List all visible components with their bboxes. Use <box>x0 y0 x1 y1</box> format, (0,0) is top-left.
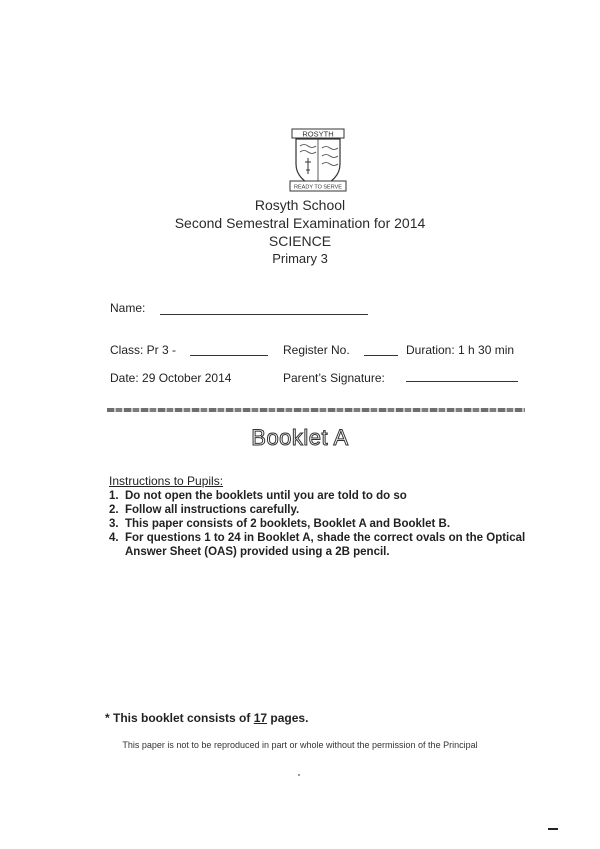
booklet-title: Booklet A <box>251 425 349 450</box>
name-field[interactable] <box>160 314 368 315</box>
pages-note-suffix: pages. <box>267 711 309 725</box>
exam-title: Second Semestral Examination for 2014 <box>174 215 426 231</box>
instruction-item <box>109 503 549 517</box>
crest-text-top: ROSYTH <box>302 129 334 139</box>
school-crest-logo <box>286 128 350 194</box>
instructions-heading: Instructions to Pupils: <box>109 474 224 488</box>
class-field[interactable] <box>190 355 268 356</box>
instruction-number: 3. <box>109 518 119 530</box>
instruction-text: This paper consists of 2 booklets, Booklet A and Booklet B. <box>125 518 451 530</box>
level-title: Primary 3 <box>272 251 328 266</box>
page-dash-mark <box>548 828 558 830</box>
instruction-item <box>109 489 549 503</box>
signature-label: Parent’s Signature: <box>283 371 385 385</box>
instructions-list <box>109 489 549 559</box>
name-label: Name: <box>110 301 146 315</box>
instruction-text: Follow all instructions carefully. <box>125 504 300 516</box>
instruction-text: For questions 1 to 24 in Booklet A, shade the correct ovals on the Optical Answer Sheet (OAS) provided using a 2B pencil. <box>125 532 526 558</box>
class-label: Class: Pr 3 - <box>110 343 177 357</box>
instruction-number: 1. <box>109 490 119 502</box>
scan-dot-mark <box>298 774 300 776</box>
section-divider <box>107 408 525 412</box>
duration-label: Duration: 1 h 30 min <box>406 343 515 357</box>
instruction-item <box>109 517 549 531</box>
pages-note <box>105 711 308 725</box>
pages-note-prefix: * This booklet consists of <box>105 711 254 725</box>
instruction-item <box>109 531 549 559</box>
date-label: Date: 29 October 2014 <box>110 371 232 385</box>
subject-title: SCIENCE <box>268 233 332 249</box>
signature-field[interactable] <box>406 381 518 382</box>
instruction-text: Do not open the booklets until you are told to do so <box>125 490 407 502</box>
crest-text-bottom: READY TO SERVE <box>294 184 342 191</box>
page-count: 17 <box>253 711 268 725</box>
instruction-number: 4. <box>109 532 119 544</box>
instruction-number: 2. <box>109 504 119 516</box>
register-label: Register No. <box>283 343 350 357</box>
register-field[interactable] <box>364 355 398 356</box>
copyright-footer: This paper is not to be reproduced in part or whole without the permission of the Principal <box>122 740 478 750</box>
school-name: Rosyth School <box>254 197 346 213</box>
